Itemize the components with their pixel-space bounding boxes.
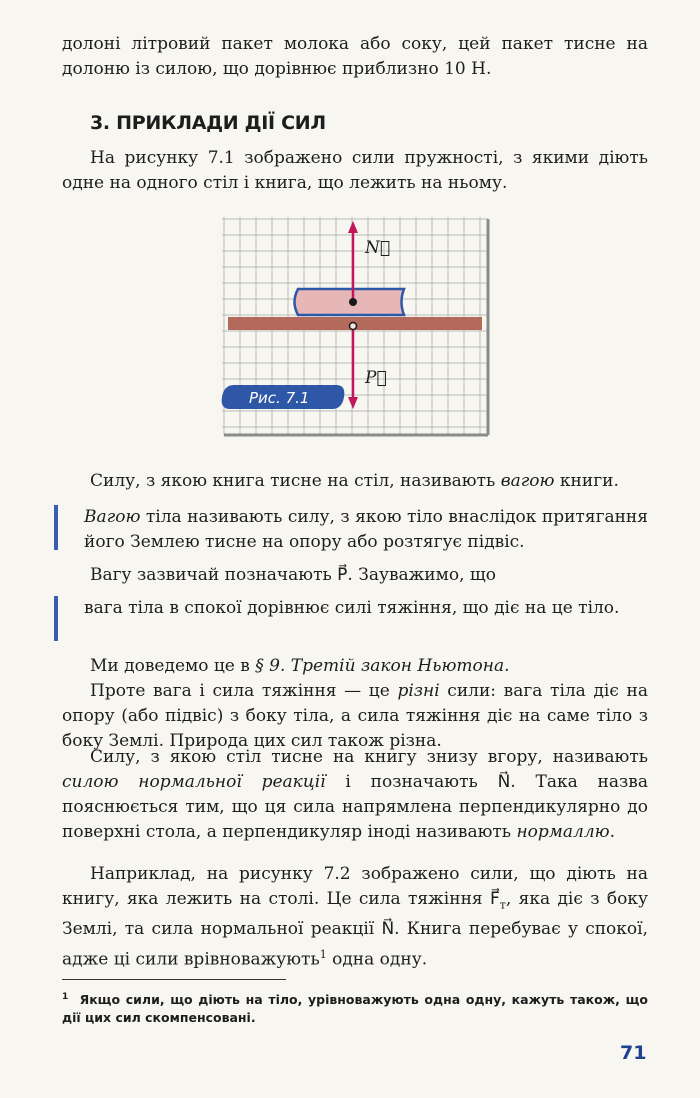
text-run: тіла називають силу, з якою тіло внаслідок притягання його Землею тисне на опору або розтягує підвіс. — [84, 507, 648, 552]
text-run: , яка діє з боку Землі, та сила нормальної реакції N⃗. Книга перебуває у спокої, адже ці сили врівноважують — [62, 889, 648, 971]
text-run: книги. — [554, 471, 619, 491]
paragraph-example — [62, 862, 648, 973]
table-contact-point — [350, 323, 357, 330]
footnote-marker: 1 — [62, 992, 69, 1002]
book-center-point — [349, 298, 357, 306]
figure-7-1 — [218, 213, 494, 439]
text-run: Силу, з якою стіл тисне на книгу знизу вгору, називають — [90, 747, 648, 767]
paragraph-weight-notation: Вагу зазвичай позначають P⃗. Зауважимо, що — [90, 565, 496, 585]
definition-marker-bar — [54, 596, 58, 641]
text-run: одна одну. — [326, 950, 428, 971]
term-different: різні — [397, 681, 440, 701]
paragraph-different-forces — [62, 679, 648, 754]
weight-arrowhead — [348, 397, 358, 409]
figure-svg — [218, 213, 494, 439]
subscript-gravity: т — [499, 898, 506, 912]
footnote-divider — [62, 979, 286, 980]
text-run: Проте вага і сила тяжіння — це — [90, 681, 398, 701]
normal-force-label: N⃗ — [365, 238, 391, 258]
text-run: Наприклад, на рисунку 7.2 зображено сили, що діють на книгу, яка лежить на столі. Це сила тяжіння F⃗ — [62, 864, 648, 909]
paragraph-continuation: долоні літровий пакет молока або соку, цей пакет тисне на долоню із силою, що дорівнює приблизно 10 Н. — [62, 34, 648, 79]
text-run: Силу, з якою книга тисне на стіл, називають — [90, 471, 501, 491]
footnote — [62, 988, 648, 1027]
definition-marker-bar — [54, 505, 58, 550]
definition-weight — [84, 505, 648, 555]
term-weight: вагою — [500, 471, 555, 491]
weight-label: P⃗ — [365, 368, 387, 388]
term-normal-reaction: силою нормальної реакції — [62, 772, 326, 792]
text-run: Ми доведемо це в — [90, 656, 256, 676]
figure-caption: Рис. 7.1 — [249, 389, 310, 407]
text-run: . — [609, 822, 616, 842]
footnote-ref[interactable]: 1 — [319, 948, 327, 962]
footnote-text: Якщо сили, що діють на тіло, урівноважують одна одну, кажуть також, що дії цих сил скомпенсовані. — [62, 992, 648, 1026]
text-run: і позначають N⃗. Така назва пояснюється тим, що ця сила напрямлена перпендикулярно до поверхні стола, а перпендикуляр іноді називають — [62, 772, 648, 842]
paragraph-reference — [62, 654, 648, 679]
paragraph-normal-reaction — [62, 745, 648, 845]
paragraph-weight-intro — [62, 469, 648, 494]
term-weight-def: Вагою — [84, 507, 141, 527]
term-normal: нормаллю — [516, 822, 610, 842]
paragraph-figure-intro: На рисунку 7.1 зображено сили пружності, з якими діють одне на одного стіл і книга, що лежить на ньому. — [62, 148, 648, 193]
page-number: 71 — [620, 1042, 647, 1064]
normal-force-arrowhead — [348, 221, 358, 233]
section-reference: § 9. Третій закон Ньютона. — [255, 656, 510, 676]
text-run: сили: вага тіла діє на опору (або підвіс) з боку тіла, а сила тяжіння діє на саме тіло з боку Землі. Природа цих сил також різна. — [62, 681, 648, 751]
definition-weight-rest: вага тіла в спокої дорівнює силі тяжіння, що діє на це тіло. — [84, 598, 620, 618]
section-heading: 3. ПРИКЛАДИ ДІЇ СИЛ — [90, 112, 326, 134]
